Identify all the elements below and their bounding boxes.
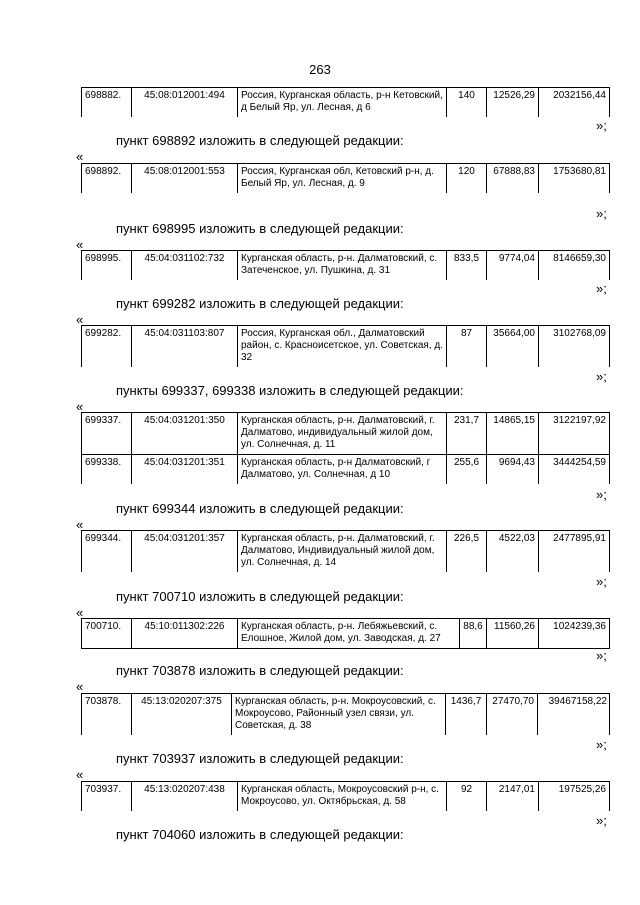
table-row bbox=[82, 88, 610, 118]
table-698892 bbox=[81, 163, 610, 193]
quote-open: « bbox=[76, 679, 84, 694]
cadastral-number: 45:04:031102:732 bbox=[132, 251, 238, 281]
address: Курганская область, р-н. Лебяжьевский, с. Елошное, Жилой дом, ул. Заводская, д. 27 bbox=[238, 619, 460, 649]
table-703878 bbox=[81, 693, 610, 735]
area: 833,5 bbox=[447, 251, 487, 281]
price: 9774,04 bbox=[487, 251, 539, 281]
quote-close: »; bbox=[596, 813, 607, 828]
amendment-heading: пункт 699344 изложить в следующей редакции: bbox=[116, 501, 404, 516]
price: 9694,43 bbox=[487, 455, 539, 485]
row-number: 698995. bbox=[82, 251, 132, 281]
price: 4522,03 bbox=[487, 531, 539, 573]
cadastral-number: 45:13:020207:438 bbox=[132, 782, 238, 812]
page-number: 263 bbox=[309, 62, 331, 77]
quote-close: »; bbox=[596, 206, 607, 221]
area: 88,6 bbox=[460, 619, 487, 649]
address: Курганская область, р-н. Мокроусовский, с. Мокроусово, Районный узел связи, ул. Советская, д. 38 bbox=[232, 694, 446, 736]
address: Россия, Курганская обл., Далматовский район, с. Красноисетское, ул. Советская, д. 32 bbox=[238, 326, 447, 368]
area: 140 bbox=[447, 88, 487, 118]
table-row bbox=[82, 251, 610, 281]
amendment-heading: пункт 699282 изложить в следующей редакции: bbox=[116, 296, 404, 311]
cadastral-number: 45:04:031201:351 bbox=[132, 455, 238, 485]
quote-open: « bbox=[76, 399, 84, 414]
price: 67888,83 bbox=[487, 164, 539, 194]
row-number: 703878. bbox=[82, 694, 132, 736]
cadastral-value: 1024239,36 bbox=[539, 619, 610, 649]
cadastral-number: 45:10:011302:226 bbox=[132, 619, 238, 649]
area: 92 bbox=[447, 782, 487, 812]
price: 35664,00 bbox=[487, 326, 539, 368]
table-row bbox=[82, 531, 610, 573]
amendment-heading: пункт 703937 изложить в следующей редакции: bbox=[116, 751, 404, 766]
quote-close: »; bbox=[596, 369, 607, 384]
quote-close: »; bbox=[596, 737, 607, 752]
row-number: 698892. bbox=[82, 164, 132, 194]
address: Россия, Курганская область, р-н Кетовский, д Белый Яр, ул. Лесная, д 6 bbox=[238, 88, 447, 118]
cadastral-number: 45:08:012001:553 bbox=[132, 164, 238, 194]
area: 87 bbox=[447, 326, 487, 368]
cadastral-value: 3102768,09 bbox=[539, 326, 610, 368]
table-699282 bbox=[81, 325, 610, 367]
quote-open: « bbox=[76, 605, 84, 620]
cadastral-number: 45:04:031201:350 bbox=[132, 413, 238, 455]
quote-close: »; bbox=[596, 648, 607, 663]
address: Курганская область, р-н. Далматовский, г. Далматово, Индивидуальный жилой дом, ул. Солнечная, д. 14 bbox=[238, 531, 447, 573]
amendment-heading: пункты 699337, 699338 изложить в следующей редакции: bbox=[116, 383, 464, 398]
table-row bbox=[82, 694, 610, 736]
cadastral-number: 45:04:031103:807 bbox=[132, 326, 238, 368]
row-number: 699337. bbox=[82, 413, 132, 455]
table-row bbox=[82, 619, 610, 649]
area: 1436,7 bbox=[446, 694, 487, 736]
amendment-heading: пункт 700710 изложить в следующей редакции: bbox=[116, 589, 404, 604]
amendment-heading: пункт 703878 изложить в следующей редакции: bbox=[116, 663, 404, 678]
row-number: 699344. bbox=[82, 531, 132, 573]
row-number: 698882. bbox=[82, 88, 132, 118]
amendment-heading: пункт 704060 изложить в следующей редакции: bbox=[116, 827, 404, 842]
cadastral-value: 2032156,44 bbox=[539, 88, 610, 118]
table-703937 bbox=[81, 781, 610, 811]
table-row bbox=[82, 782, 610, 812]
quote-open: « bbox=[76, 767, 84, 782]
table-698882 bbox=[81, 87, 610, 117]
cadastral-value: 8146659,30 bbox=[539, 251, 610, 281]
price: 11560,26 bbox=[487, 619, 539, 649]
table-row bbox=[82, 326, 610, 368]
area: 231,7 bbox=[447, 413, 487, 455]
quote-open: « bbox=[76, 237, 84, 252]
address: Россия, Курганская обл, Кетовский р-н, д. Белый Яр, ул. Лесная, д. 9 bbox=[238, 164, 447, 194]
table-row bbox=[82, 164, 610, 194]
row-number: 703937. bbox=[82, 782, 132, 812]
quote-close: »; bbox=[596, 118, 607, 133]
cadastral-value: 197525,26 bbox=[539, 782, 610, 812]
area: 255,6 bbox=[447, 455, 487, 485]
quote-open: « bbox=[76, 312, 84, 327]
amendment-heading: пункт 698995 изложить в следующей редакции: bbox=[116, 221, 404, 236]
cadastral-number: 45:04:031201:357 bbox=[132, 531, 238, 573]
row-number: 699338. bbox=[82, 455, 132, 485]
table-row bbox=[82, 413, 610, 455]
address: Курганская область, Мокроусовский р-н, с. Мокроусово, ул. Октябрьская, д. 58 bbox=[238, 782, 447, 812]
address: Курганская область, р-н. Далматовский, с. Затеченское, ул. Пушкина, д. 31 bbox=[238, 251, 447, 281]
quote-close: »; bbox=[596, 574, 607, 589]
quote-open: « bbox=[76, 517, 84, 532]
price: 2147,01 bbox=[487, 782, 539, 812]
quote-open: « bbox=[76, 149, 84, 164]
area: 226,5 bbox=[447, 531, 487, 573]
table-699344 bbox=[81, 530, 610, 572]
cadastral-value: 39467158,22 bbox=[538, 694, 610, 736]
row-number: 700710. bbox=[82, 619, 132, 649]
amendment-heading: пункт 698892 изложить в следующей редакции: bbox=[116, 133, 404, 148]
table-698995 bbox=[81, 250, 610, 280]
price: 12526,29 bbox=[487, 88, 539, 118]
cadastral-number: 45:08:012001:494 bbox=[132, 88, 238, 118]
row-number: 699282. bbox=[82, 326, 132, 368]
address: Курганская область, р-н Далматовский, г Далматово, ул. Солнечная, д 10 bbox=[238, 455, 447, 485]
area: 120 bbox=[447, 164, 487, 194]
cadastral-value: 3444254,59 bbox=[539, 455, 610, 485]
price: 14865,15 bbox=[487, 413, 539, 455]
price: 27470,70 bbox=[487, 694, 538, 736]
quote-close: »; bbox=[596, 487, 607, 502]
table-700710 bbox=[81, 618, 610, 649]
cadastral-number: 45:13:020207:375 bbox=[132, 694, 232, 736]
cadastral-value: 1753680,81 bbox=[539, 164, 610, 194]
quote-close: »; bbox=[596, 281, 607, 296]
cadastral-value: 3122197,92 bbox=[539, 413, 610, 455]
table-row bbox=[82, 455, 610, 485]
cadastral-value: 2477895,91 bbox=[539, 531, 610, 573]
table-699337 bbox=[81, 412, 610, 484]
address: Курганская область, р-н. Далматовский, г. Далматово, индивидуальный жилой дом, ул. Солнечная, д. 11 bbox=[238, 413, 447, 455]
